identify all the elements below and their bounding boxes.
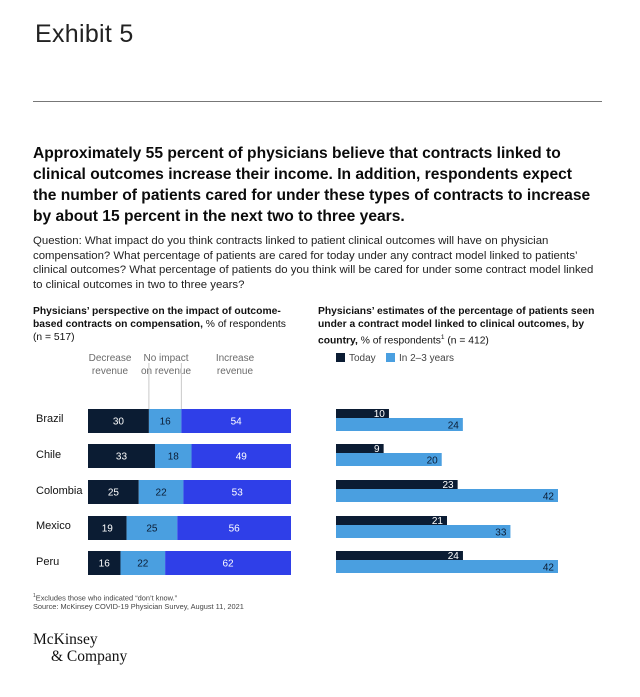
exhibit-title: Exhibit 5 bbox=[35, 20, 134, 48]
bar-today-overlay-mexico bbox=[336, 516, 447, 525]
country-label-chile: Chile bbox=[36, 449, 62, 461]
bar-value-label-future: 24 bbox=[447, 420, 459, 432]
bar-today-overlay-peru bbox=[336, 551, 463, 560]
country-label-peru: Peru bbox=[36, 556, 60, 568]
legend-swatch-future bbox=[386, 353, 395, 362]
right-chart-title-footnote-mark: 1 bbox=[440, 334, 445, 341]
bar-value-label: 30 bbox=[112, 416, 125, 428]
footnote-1-mark: 1 bbox=[33, 593, 36, 599]
legend-future bbox=[386, 353, 454, 364]
bar-value-label: 25 bbox=[146, 523, 158, 535]
logo-line-2: & Company bbox=[51, 648, 128, 665]
left-chart-sample: (n = 517) bbox=[33, 332, 75, 343]
bar-today-overlay-colombia bbox=[336, 480, 458, 489]
footnote-1 bbox=[33, 592, 244, 602]
column-header-no-impact: No impact on revenue bbox=[140, 353, 192, 377]
bar-value-label: 22 bbox=[137, 558, 149, 570]
bar-value-label: 16 bbox=[98, 558, 110, 570]
bar-value-label-future: 42 bbox=[542, 562, 554, 574]
footnotes bbox=[33, 592, 244, 611]
logo-line-1: McKinsey bbox=[33, 631, 98, 648]
bar-value-label-future: 33 bbox=[495, 527, 507, 539]
bar-value-label: 19 bbox=[101, 523, 113, 535]
bar-value-label-today: 24 bbox=[447, 551, 459, 562]
bar-value-label: 62 bbox=[222, 558, 234, 570]
country-label-mexico: Mexico bbox=[36, 520, 71, 532]
column-header-increase: Increase revenue bbox=[215, 353, 255, 377]
bar-value-label: 16 bbox=[159, 416, 171, 428]
bar-value-label: 22 bbox=[155, 487, 167, 499]
right-chart-title-bold: Physicians’ estimates of the percentage of patients seen under a contract model linked to clinical outcomes, by country, bbox=[318, 306, 595, 347]
right-chart-title-unit: % of respondents bbox=[357, 335, 441, 347]
mckinsey-logo bbox=[33, 631, 127, 665]
legend-label-future: In 2–3 years bbox=[399, 353, 455, 364]
bar-value-label: 25 bbox=[107, 487, 119, 499]
bar-value-label-today: 10 bbox=[373, 409, 385, 420]
bar-value-label: 54 bbox=[230, 416, 242, 428]
legend-swatch-today bbox=[336, 353, 345, 362]
headline: Approximately 55 percent of physicians believe that contracts linked to clinical outcomes increase their income. In addition, respondents expect the number of patients cared for under these types of contracts to increase by about 15 percent in the next two to three years. bbox=[33, 145, 591, 225]
country-label-colombia: Colombia bbox=[36, 485, 83, 497]
bar-value-label-future: 42 bbox=[542, 491, 554, 503]
bar-value-label: 18 bbox=[167, 451, 179, 463]
survey-question: Question: What impact do you think contracts linked to patient clinical outcomes will have on physician compensation? What percentage of patients are cared for today under any contract model linked to patients’ clinical outcomes? What percentage of patients do you think will be cared for under some contract model linked to clinical outcomes in two to three years? bbox=[33, 235, 594, 291]
bar-future-mexico bbox=[336, 525, 510, 538]
bar-value-label: 49 bbox=[235, 451, 247, 463]
bar-value-label-today: 21 bbox=[431, 516, 443, 527]
bar-value-label: 33 bbox=[115, 451, 128, 463]
bar-value-label: 53 bbox=[231, 487, 243, 499]
bar-value-label-today: 9 bbox=[374, 444, 380, 455]
bar-value-label-future: 20 bbox=[426, 455, 438, 467]
footnote-1-text: Excludes those who indicated “don’t know.” bbox=[35, 593, 178, 603]
bar-future-brazil bbox=[336, 418, 463, 431]
legend-today bbox=[336, 353, 376, 364]
bar-value-label-today: 23 bbox=[442, 480, 454, 491]
left-chart-title-unit: % of respondents bbox=[202, 319, 286, 330]
column-header-decrease: Decrease revenue bbox=[88, 353, 132, 377]
left-chart-title-bold: Physicians’ perspective on the impact of outcome-based contracts on compensation, bbox=[33, 306, 281, 330]
source-note: Source: McKinsey COVID-19 Physician Survey, August 11, 2021 bbox=[33, 602, 244, 612]
legend-label-today: Today bbox=[349, 353, 376, 364]
right-chart-sample: (n = 412) bbox=[447, 335, 489, 347]
bar-value-label: 56 bbox=[228, 523, 240, 535]
country-label-brazil: Brazil bbox=[36, 413, 64, 425]
